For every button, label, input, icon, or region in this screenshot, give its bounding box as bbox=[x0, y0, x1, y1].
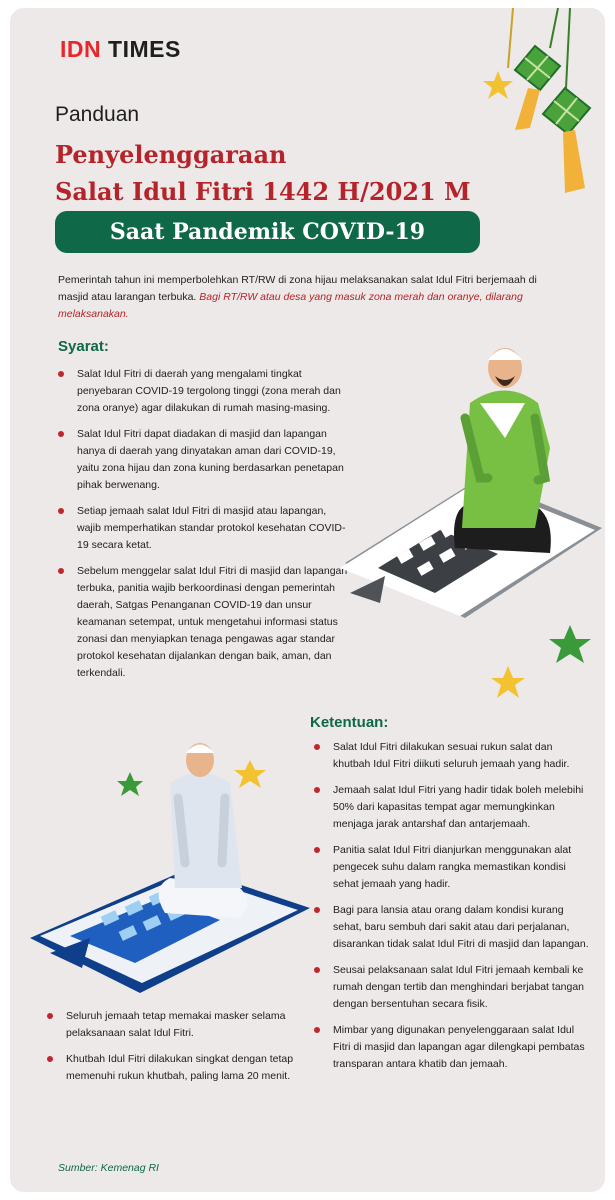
brand-logo: IDN TIMES bbox=[60, 36, 181, 62]
list-item: Sebelum menggelar salat Idul Fitri di masjid dan lapangan terbuka, panitia wajib berkoordinasi dengan pemerintah daerah, Satgas Penanganan COVID-19 dan unsur keamanan setempat, untuk mengetahui informasi status zonasi dan menyiapkan tenaga pengawas agar standar protokol kesehatan dijalankan dengan baik, aman, dan terkendali. bbox=[58, 563, 348, 682]
source-citation: Sumber: Kemenag RI bbox=[58, 1162, 159, 1174]
list-item: Seusai pelaksanaan salat Idul Fitri jemaah kembali ke rumah dengan tertib dan menghindari berjabat tangan dengan bersentuhan secara fisik. bbox=[314, 962, 592, 1013]
list-item: Jemaah salat Idul Fitri yang hadir tidak boleh melebihi 50% dari kapasitas tempat agar memungkinkan menjaga jarak antarshaf dan antarjemaah. bbox=[314, 782, 592, 833]
intro-emphasis: Bagi RT/RW atau desa yang masuk zona merah dan oranye, dilarang melaksanakan. bbox=[58, 291, 523, 320]
list-item: Khutbah Idul Fitri dilakukan singkat dengan tetap memenuhi rukun khutbah, paling lama 20 menit. bbox=[47, 1051, 317, 1085]
page-title-line1: Penyelenggaraan bbox=[55, 140, 287, 169]
list-item: Salat Idul Fitri di daerah yang mengalami tingkat penyebaran COVID-19 tergolong tinggi (zona merah dan zona oranye) agar dilakukan di rumah masing-masing. bbox=[58, 366, 348, 417]
list-item: Seluruh jemaah tetap memakai masker selama pelaksanaan salat Idul Fitri. bbox=[47, 1008, 317, 1042]
page-kicker: Panduan bbox=[55, 103, 140, 126]
additional-list bbox=[47, 1008, 317, 1094]
white-robe-man-icon bbox=[159, 743, 248, 918]
title-banner: Saat Pandemik COVID-19 bbox=[55, 211, 480, 253]
list-item: Salat Idul Fitri dilakukan sesuai rukun salat dan khutbah Idul Fitri diikuti seluruh jemaah yang hadir. bbox=[314, 739, 592, 773]
list-item: Bagi para lansia atau orang dalam kondisi kurang sehat, baru sembuh dari sakit atau dari perjalanan, disarankan tidak salat Idul Fitri di masjid dan lapangan. bbox=[314, 902, 592, 953]
intro-text: Pemerintah tahun ini memperbolehkan RT/RW di zona hijau melaksanakan salat Idul Fitri berjemaah di masjid atau larangan terbuka. bbox=[58, 274, 537, 303]
list-item: Setiap jemaah salat Idul Fitri di masjid atau lapangan, wajib memperhatikan standar protokol kesehatan COVID-19 secara ketat. bbox=[58, 503, 348, 554]
ketentuan-heading: Ketentuan: bbox=[310, 714, 389, 731]
infographic-card bbox=[10, 8, 605, 1192]
list-item: Mimbar yang digunakan penyelenggaraan salat Idul Fitri di masjid dan lapangan agar dilengkapi pembatas transparan antara khatib dan jemaah. bbox=[314, 1022, 592, 1073]
page-title-line2: Salat Idul Fitri 1442 H/2021 M bbox=[55, 177, 471, 206]
list-item: Panitia salat Idul Fitri dianjurkan menggunakan alat pengecek suhu dalam rangka memastikan kondisi sehat jemaah yang hadir. bbox=[314, 842, 592, 893]
syarat-heading: Syarat: bbox=[58, 338, 109, 355]
list-item: Salat Idul Fitri dapat diadakan di masjid dan lapangan hanya di daerah yang dinyatakan aman dari COVID-19, yaitu zona hijau dan zona kuning berdasarkan penetapan pihak berwenang. bbox=[58, 426, 348, 494]
